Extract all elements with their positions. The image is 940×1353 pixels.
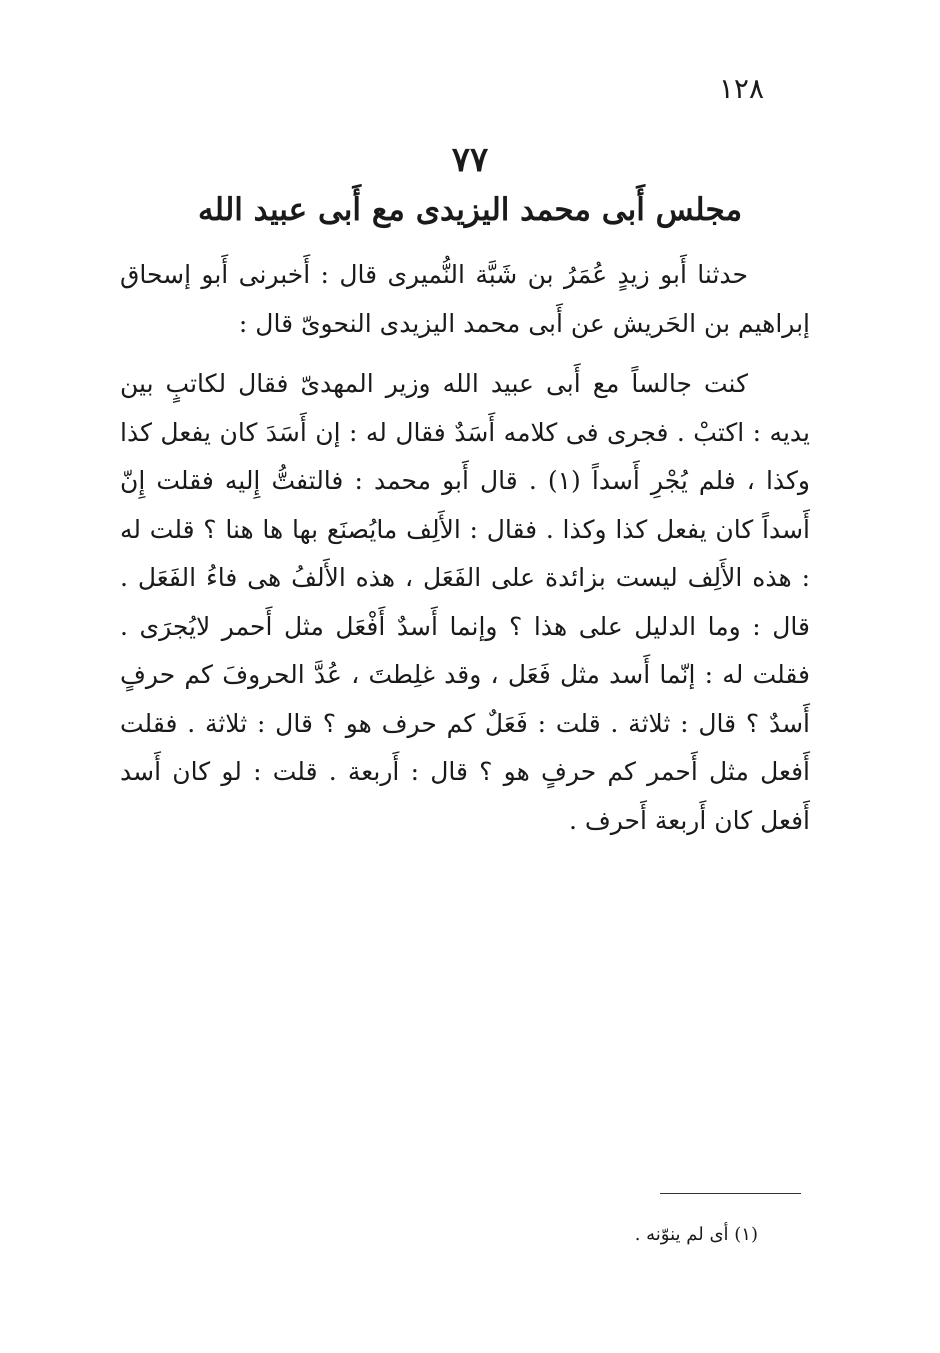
footnote-divider bbox=[660, 1193, 801, 1194]
narrative-text: كنت جالساً مع أَبى عبيد الله وزير المهدىّ فقال لكاتبٍ بين يديه : اكتبْ . فجرى فى كلامه أَسَدٌ فقال له : إن أَسَدَ كان يفعل كذا وكذا ، فلم يُجْرِ أَسداً (١) . قال أَبو محمد : فالتفتُّ إِليه فقلت إِنّ أَسداً كان يفعل كذا وكذا . فقال : الأَلِف مايُصنَع بها ها هنا ؟ قلت له : هذه الأَلِف ليست بزائدة على الفَعَل ، هذه الأَلفُ هى فاءُ الفَعَل . قال : وما الدليل على هذا ؟ وإنما أَسدٌ أَفْعَل مثل أَحمر لايُجرَى . فقلت له : إنّما أَسد مثل فَعَل ، وقد غلِطتَ ، عُدَّ الحروفَ كم حرفٍ أَسدٌ ؟ قال : ثلاثة . قلت : فَعَلٌ كم حرف هو ؟ قال : ثلاثة . فقلت أَفعل مثل أَحمر كم حرفٍ هو ؟ قال : أَربعة . قلت : لو كان أَسد أَفعل كان أَربعة أَحرف . bbox=[120, 369, 810, 835]
footnote: (١) أى لم ينوّنه . bbox=[634, 1224, 758, 1245]
page-number: ١٢٨ bbox=[718, 72, 764, 105]
isnad-paragraph bbox=[120, 251, 810, 348]
section-number: ٧٧ bbox=[451, 140, 489, 180]
narrative-paragraph bbox=[120, 360, 810, 845]
section-title: مجلس أَبى محمد اليزيدى مع أَبى عبيد الله bbox=[197, 192, 743, 228]
isnad-text: حدثنا أَبو زيدٍ عُمَرُ بن شَبَّة النُّميرى قال : أَخبرنى أَبو إسحاق إبراهيم بن الحَريش عن أَبى محمد اليزيدى النحوىّ قال : bbox=[120, 260, 810, 338]
